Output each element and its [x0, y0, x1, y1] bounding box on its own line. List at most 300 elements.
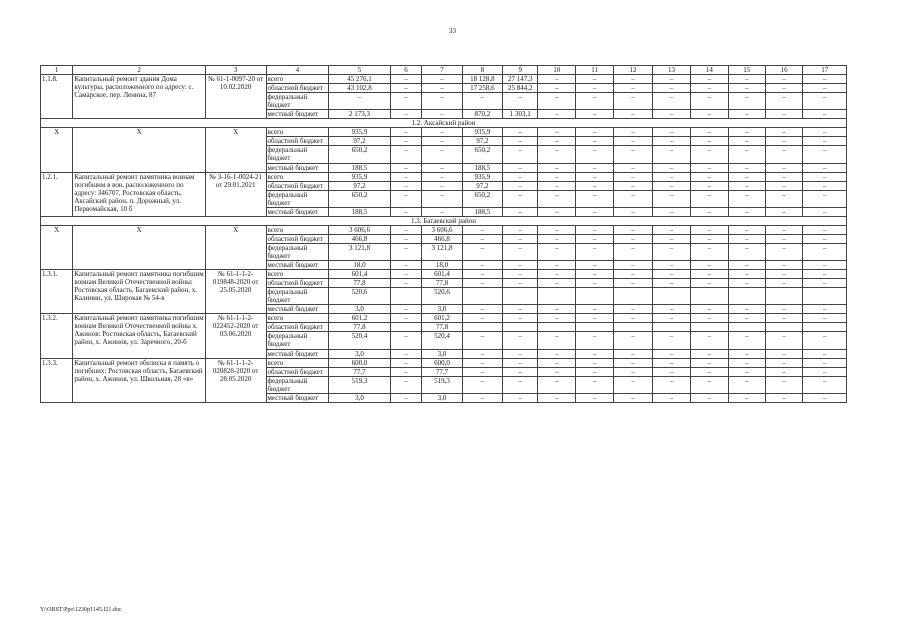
amount-cell: – [503, 172, 538, 181]
amount-cell: – [728, 305, 765, 314]
amount-cell: – [803, 84, 847, 93]
amount-cell: 935,9 [329, 172, 391, 181]
amount-cell: – [614, 393, 652, 402]
amount-cell: – [691, 172, 728, 181]
amount-cell: 520,6 [329, 288, 391, 305]
amount-cell: – [538, 84, 575, 93]
amount-cell: – [390, 128, 421, 137]
amount-cell [614, 288, 652, 305]
amount-cell: – [691, 75, 728, 84]
amount-cell: – [462, 376, 502, 393]
amount-cell: – [728, 110, 765, 119]
amount-cell: – [691, 243, 728, 260]
amount-cell: – [462, 332, 502, 349]
amount-cell: – [538, 314, 575, 323]
amount-cell: – [652, 75, 690, 84]
amount-cell: – [422, 181, 462, 190]
amount-cell [538, 288, 575, 305]
amount-cell [390, 323, 421, 332]
amount-cell: – [765, 279, 802, 288]
amount-cell: – [652, 181, 690, 190]
amount-cell: 18,0 [422, 261, 462, 270]
amount-cell: – [575, 146, 613, 163]
amount-cell [575, 288, 613, 305]
amount-cell: – [728, 261, 765, 270]
amount-cell: – [803, 243, 847, 260]
district-heading: 1.3. Багаевский район [41, 216, 847, 225]
column-number: 4 [266, 66, 329, 75]
amount-cell: – [765, 314, 802, 323]
column-number: 10 [538, 66, 575, 75]
amount-cell: – [728, 181, 765, 190]
amount-cell: – [575, 137, 613, 146]
amount-cell: – [422, 190, 462, 207]
amount-cell: – [803, 93, 847, 110]
amount-cell [765, 288, 802, 305]
amount-cell: – [503, 225, 538, 234]
amount-cell: – [538, 225, 575, 234]
funding-source-label: местный бюджет [266, 163, 329, 172]
funding-source-label: федеральный бюджет [266, 146, 329, 163]
item-document: X [205, 128, 266, 172]
amount-cell: – [614, 314, 652, 323]
amount-cell: – [614, 332, 652, 349]
amount-cell: – [652, 110, 690, 119]
column-number: 12 [614, 66, 652, 75]
amount-cell: – [575, 225, 613, 234]
item-document: X [205, 225, 266, 269]
amount-cell: 519,3 [329, 376, 391, 393]
amount-cell: – [503, 163, 538, 172]
funding-source-label: областной бюджет [266, 234, 329, 243]
amount-cell: – [503, 367, 538, 376]
funding-source-label: местный бюджет [266, 110, 329, 119]
amount-cell: – [575, 376, 613, 393]
amount-cell: – [390, 163, 421, 172]
amount-cell: – [503, 243, 538, 260]
amount-cell: 466,8 [422, 234, 462, 243]
item-number: 1.3.2. [41, 314, 73, 358]
item-number: 1.3.1. [41, 270, 73, 314]
amount-cell: – [538, 163, 575, 172]
amount-cell: – [728, 128, 765, 137]
item-document: № 61-1-0097-20 от 10.02.2020 [205, 75, 266, 119]
amount-cell: – [390, 367, 421, 376]
amount-cell: – [614, 305, 652, 314]
amount-cell: – [765, 163, 802, 172]
amount-cell: 935,9 [462, 172, 502, 181]
amount-cell: – [803, 349, 847, 358]
amount-cell: – [614, 261, 652, 270]
amount-cell: – [575, 358, 613, 367]
amount-cell: – [652, 190, 690, 207]
footer-file-path: Y:\ORST\Ppo\1230p1145.f21.doc [40, 607, 122, 613]
funding-source-label: местный бюджет [266, 305, 329, 314]
amount-cell [652, 288, 690, 305]
amount-cell: – [652, 314, 690, 323]
amount-cell: – [538, 332, 575, 349]
amount-cell: – [575, 163, 613, 172]
district-row [41, 216, 847, 225]
amount-cell: – [803, 261, 847, 270]
amount-cell: – [728, 172, 765, 181]
amount-cell: 77,8 [422, 323, 462, 332]
amount-cell: – [691, 190, 728, 207]
amount-cell: – [652, 234, 690, 243]
amount-cell: – [803, 75, 847, 84]
amount-cell: – [390, 146, 421, 163]
amount-cell: – [390, 305, 421, 314]
amount-cell: – [803, 172, 847, 181]
amount-cell: – [652, 261, 690, 270]
amount-cell: – [728, 376, 765, 393]
amount-cell: – [614, 137, 652, 146]
amount-cell: 519,3 [422, 376, 462, 393]
amount-cell: – [691, 332, 728, 349]
amount-cell: 466,8 [329, 234, 391, 243]
amount-cell: – [503, 234, 538, 243]
amount-cell: – [652, 358, 690, 367]
item-description: Капитальный ремонт памятника погибшим воинам Великой Отечественной войны х. Ажинов: Ростовская область, Багаевский район, х. Ажинов, ул. Заречного, 20-б [73, 314, 205, 358]
amount-cell: 1 303,1 [503, 110, 538, 119]
amount-cell [652, 323, 690, 332]
amount-cell: – [803, 367, 847, 376]
item-description: Капитальный ремонт памятника воинам погибшим в вов, расположенного по адресу: 346707, Ростовская область, Аксайский район, п. Дорожный, ул. Первомайская, 10 б [73, 172, 205, 216]
table-header-row [41, 66, 847, 75]
amount-cell: – [652, 163, 690, 172]
column-number: 1 [41, 66, 73, 75]
amount-cell: – [614, 146, 652, 163]
amount-cell: – [422, 137, 462, 146]
funding-source-label: федеральный бюджет [266, 93, 329, 110]
amount-cell: – [575, 243, 613, 260]
amount-cell: – [422, 146, 462, 163]
funding-source-label: федеральный бюджет [266, 288, 329, 305]
amount-cell: – [390, 261, 421, 270]
amount-cell: 650,2 [329, 190, 391, 207]
amount-cell: 3 121,8 [422, 243, 462, 260]
amount-cell: – [765, 376, 802, 393]
amount-cell: – [614, 225, 652, 234]
amount-cell: – [503, 190, 538, 207]
amount-cell: – [390, 172, 421, 181]
amount-cell: – [462, 349, 502, 358]
amount-cell: – [575, 279, 613, 288]
amount-cell: 650,2 [329, 146, 391, 163]
amount-cell: – [652, 128, 690, 137]
amount-cell: – [652, 332, 690, 349]
amount-cell: 97,2 [329, 181, 391, 190]
amount-cell: – [614, 190, 652, 207]
amount-cell: – [803, 225, 847, 234]
amount-cell: – [765, 146, 802, 163]
amount-cell: – [803, 128, 847, 137]
amount-cell: – [803, 305, 847, 314]
amount-cell: – [575, 172, 613, 181]
amount-cell: – [390, 349, 421, 358]
amount-cell: – [538, 181, 575, 190]
amount-cell: 45 276,1 [329, 75, 391, 84]
amount-cell: 601,4 [422, 270, 462, 279]
amount-cell: – [691, 181, 728, 190]
amount-cell: – [803, 207, 847, 216]
funding-source-label: областной бюджет [266, 137, 329, 146]
amount-cell: – [691, 376, 728, 393]
amount-cell: – [614, 207, 652, 216]
amount-cell: – [691, 84, 728, 93]
amount-cell: – [462, 305, 502, 314]
budget-table [40, 65, 847, 403]
amount-cell: – [575, 305, 613, 314]
amount-cell: – [503, 279, 538, 288]
amount-cell: – [652, 270, 690, 279]
amount-cell: – [422, 172, 462, 181]
amount-cell: – [652, 393, 690, 402]
funding-source-label: областной бюджет [266, 323, 329, 332]
district-row [41, 119, 847, 128]
amount-cell: – [390, 243, 421, 260]
amount-cell: 188,5 [462, 207, 502, 216]
amount-cell: – [390, 270, 421, 279]
amount-cell: – [462, 243, 502, 260]
amount-cell: – [765, 270, 802, 279]
amount-cell [728, 323, 765, 332]
funding-source-label: областной бюджет [266, 367, 329, 376]
amount-cell: – [765, 137, 802, 146]
amount-cell: – [503, 261, 538, 270]
amount-cell: – [390, 75, 421, 84]
amount-cell: 601,2 [329, 314, 391, 323]
item-description: X [73, 225, 205, 269]
amount-cell: – [728, 314, 765, 323]
amount-cell: – [503, 314, 538, 323]
amount-cell: – [538, 172, 575, 181]
amount-cell [691, 288, 728, 305]
amount-cell: – [728, 234, 765, 243]
funding-source-label: всего [266, 270, 329, 279]
amount-cell: – [538, 243, 575, 260]
amount-cell: 3,0 [422, 305, 462, 314]
amount-cell: – [691, 349, 728, 358]
amount-cell: – [691, 261, 728, 270]
amount-cell: – [329, 93, 391, 110]
amount-cell: 27 147,3 [503, 75, 538, 84]
amount-cell: – [765, 393, 802, 402]
amount-cell: – [728, 146, 765, 163]
amount-cell [728, 288, 765, 305]
amount-cell: – [462, 234, 502, 243]
amount-cell: 650,2 [462, 146, 502, 163]
amount-cell: – [575, 110, 613, 119]
amount-cell: – [765, 367, 802, 376]
amount-cell: – [503, 181, 538, 190]
amount-cell: – [803, 163, 847, 172]
amount-cell: – [765, 75, 802, 84]
amount-cell: – [503, 358, 538, 367]
funding-source-label: областной бюджет [266, 181, 329, 190]
amount-cell: – [652, 349, 690, 358]
amount-cell: – [765, 128, 802, 137]
amount-cell: – [575, 75, 613, 84]
amount-cell: – [575, 332, 613, 349]
column-number: 11 [575, 66, 613, 75]
amount-cell [462, 323, 502, 332]
amount-cell: 77,8 [329, 323, 391, 332]
table-row [41, 225, 847, 234]
column-number: 5 [329, 66, 391, 75]
amount-cell: – [803, 358, 847, 367]
amount-cell: 3,0 [422, 349, 462, 358]
amount-cell: – [462, 93, 502, 110]
column-number: 13 [652, 66, 690, 75]
amount-cell: – [390, 181, 421, 190]
funding-source-label: федеральный бюджет [266, 243, 329, 260]
amount-cell: – [422, 110, 462, 119]
amount-cell: – [765, 207, 802, 216]
amount-cell: – [538, 349, 575, 358]
funding-source-label: федеральный бюджет [266, 376, 329, 393]
amount-cell: – [390, 207, 421, 216]
amount-cell: – [691, 128, 728, 137]
amount-cell: – [503, 137, 538, 146]
amount-cell: – [765, 172, 802, 181]
amount-cell: – [422, 84, 462, 93]
amount-cell: – [575, 93, 613, 110]
amount-cell: – [538, 207, 575, 216]
amount-cell: – [652, 84, 690, 93]
column-number: 6 [390, 66, 421, 75]
amount-cell: – [691, 367, 728, 376]
amount-cell: – [691, 314, 728, 323]
amount-cell: – [462, 314, 502, 323]
amount-cell: – [538, 190, 575, 207]
amount-cell: – [575, 393, 613, 402]
amount-cell: – [765, 181, 802, 190]
amount-cell: – [803, 314, 847, 323]
funding-source-label: местный бюджет [266, 207, 329, 216]
amount-cell: – [803, 270, 847, 279]
amount-cell: – [728, 207, 765, 216]
amount-cell: – [614, 367, 652, 376]
amount-cell: – [652, 243, 690, 260]
amount-cell: – [503, 270, 538, 279]
funding-source-label: всего [266, 225, 329, 234]
amount-cell: – [575, 207, 613, 216]
amount-cell: 600,0 [329, 358, 391, 367]
amount-cell [614, 323, 652, 332]
amount-cell: – [803, 110, 847, 119]
amount-cell [390, 288, 421, 305]
amount-cell: – [538, 146, 575, 163]
amount-cell: – [691, 93, 728, 110]
amount-cell: – [503, 305, 538, 314]
amount-cell: – [614, 181, 652, 190]
amount-cell: – [728, 225, 765, 234]
amount-cell: – [803, 234, 847, 243]
amount-cell: – [390, 93, 421, 110]
amount-cell [575, 323, 613, 332]
amount-cell: – [538, 270, 575, 279]
amount-cell: 601,4 [329, 270, 391, 279]
table-row [41, 172, 847, 181]
district-heading: 1.2. Аксайский район [41, 119, 847, 128]
amount-cell: – [538, 261, 575, 270]
amount-cell: – [538, 137, 575, 146]
amount-cell: 17 258,6 [462, 84, 502, 93]
amount-cell: 520,4 [422, 332, 462, 349]
amount-cell: 650,2 [462, 190, 502, 207]
amount-cell: 3,0 [329, 305, 391, 314]
amount-cell: – [652, 305, 690, 314]
table-row [41, 358, 847, 367]
item-document: № 3-16-1-0024-21 от 29.01.2021 [205, 172, 266, 216]
amount-cell: – [390, 84, 421, 93]
amount-cell: – [691, 393, 728, 402]
amount-cell: – [765, 110, 802, 119]
amount-cell: 97,2 [329, 137, 391, 146]
amount-cell: – [765, 332, 802, 349]
amount-cell: – [422, 207, 462, 216]
amount-cell: – [614, 172, 652, 181]
column-number: 7 [422, 66, 462, 75]
amount-cell: – [765, 305, 802, 314]
amount-cell: 3,0 [329, 393, 391, 402]
column-number: 8 [462, 66, 502, 75]
amount-cell: – [691, 305, 728, 314]
amount-cell [765, 323, 802, 332]
amount-cell: – [691, 234, 728, 243]
amount-cell: – [614, 128, 652, 137]
item-document: № 61-1-1-2-019848-2020 от 25.05.2020 [205, 270, 266, 314]
amount-cell: – [503, 376, 538, 393]
amount-cell: – [462, 279, 502, 288]
amount-cell: – [803, 146, 847, 163]
amount-cell: – [614, 75, 652, 84]
amount-cell: – [462, 225, 502, 234]
amount-cell: – [652, 93, 690, 110]
amount-cell: 935,9 [329, 128, 391, 137]
amount-cell: 520,6 [422, 288, 462, 305]
amount-cell: – [728, 243, 765, 260]
amount-cell: – [803, 190, 847, 207]
amount-cell: – [614, 234, 652, 243]
table-row [41, 270, 847, 279]
column-number: 3 [205, 66, 266, 75]
amount-cell: – [728, 349, 765, 358]
amount-cell: – [765, 349, 802, 358]
amount-cell: – [390, 190, 421, 207]
amount-cell: – [765, 93, 802, 110]
amount-cell: – [652, 367, 690, 376]
amount-cell: – [728, 190, 765, 207]
column-number: 14 [691, 66, 728, 75]
amount-cell: – [614, 93, 652, 110]
amount-cell: 77,8 [329, 279, 391, 288]
amount-cell: – [691, 358, 728, 367]
amount-cell: – [691, 146, 728, 163]
amount-cell: – [538, 128, 575, 137]
amount-cell: – [691, 163, 728, 172]
column-number: 9 [503, 66, 538, 75]
amount-cell: – [575, 181, 613, 190]
amount-cell [503, 323, 538, 332]
funding-source-label: областной бюджет [266, 279, 329, 288]
amount-cell: – [803, 376, 847, 393]
amount-cell: – [462, 367, 502, 376]
funding-source-label: федеральный бюджет [266, 332, 329, 349]
amount-cell: – [728, 332, 765, 349]
amount-cell: – [390, 393, 421, 402]
